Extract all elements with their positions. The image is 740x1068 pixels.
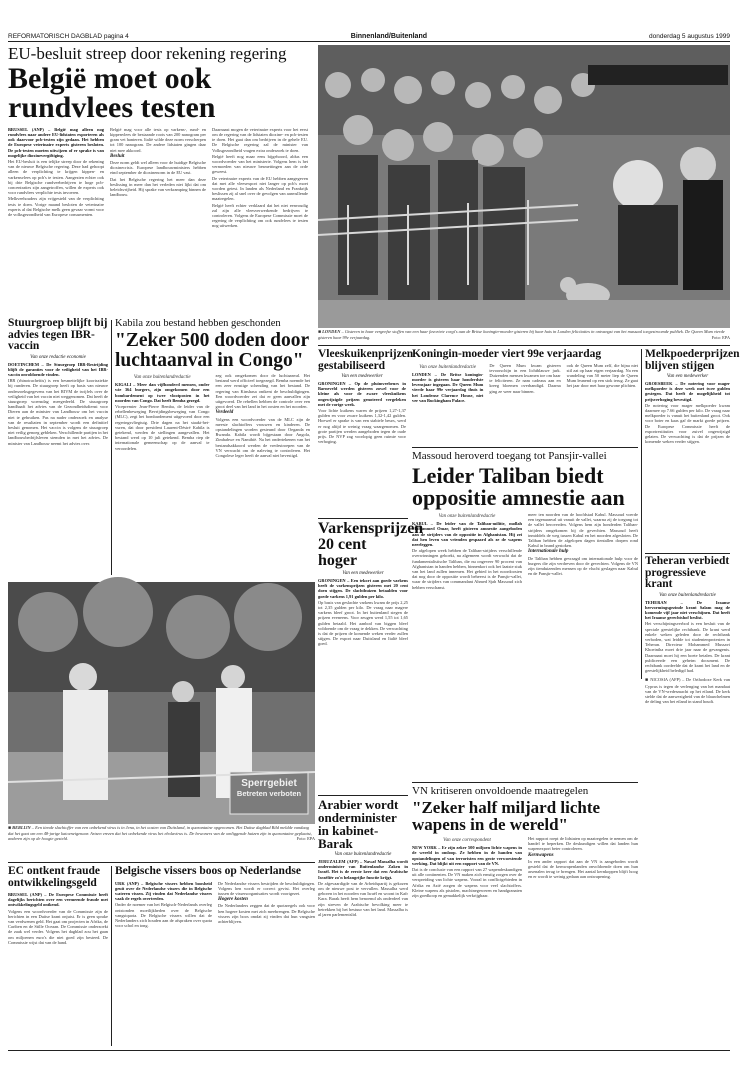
lead-article	[8, 45, 308, 315]
queen-body-2: ook de Queen Mum zelf, die bijna niet stil zat op haar eigen verjaardag. Na een wandeling van 50 meter liep de Queen Mum leunend op een stok terug. Ze gaat het jaar door met haar gewone plichten.	[566, 362, 638, 389]
caption-text: – Een tiende slachtoffer van een onbekend virus is in Jena, in het oosten van Duitsland, in quarantaine opgenomen. Het Duitse dagblad Bild meldde vandaag dat het gaat om een 48-jarige katoeneigenaar. Artsen vrezen dat het onbekende virus het ebolavirus is. De bewoners van de omliggende huizen zijn in quarantaine geplaatst, anderen zijn op de hoogte gesteld.	[8, 825, 312, 842]
ibr-article	[8, 318, 108, 578]
vn-intro: NEW YORK – Er zijn zeker 500 miljoen lichte wapens in de wereld in omloop. Ze hebben in de handen van opstandelingen of van terroristen een grote verwoestende werking. Dat blijkt uit een rapport van de VN.	[412, 845, 522, 866]
header-date: donderdag 5 augustus 1999	[649, 33, 730, 40]
queen-byline: Van onze buitenlandredactie	[419, 364, 477, 370]
congo-sub: Verdeeld	[215, 410, 234, 416]
lead-body-3: Belgié mag voor alle tests op varkens-, rund- en kippenvlees de bestaande roots van 200 nanogram per gram vet hanteren. Italië wilde deze norm verscherpen tot 100 nanogram. De andere lidstaten gingen daar niet mee akkoord.	[110, 126, 206, 153]
queen-headline: Koningin-moeder viert 99e verjaardag	[412, 348, 602, 360]
lead-headline-2: rundvlees testen	[8, 91, 216, 125]
pluimvee-headline: Vleeskuikenprijzen gestabiliseerd	[318, 348, 414, 372]
vn-col2: Het rapport roept de lidstaten op maatregelen te nemen om de handel te beperken. De deskundigen willen dat landen hun wapenexport beter controleren.	[528, 836, 638, 852]
congo-col1: Vicepremier Jean-Pierre Bemba, de leider van de rebellenbeweging Bevrijdingsbeweging van Congo (MLC), zegt het bombardement uitgevoerd door een regeringsvliegtuig. Drie dagen na het staakt-het-vuren, dat door president Laurent-Désiré Kabila is getekend, werden de stellingen aangevallen. Het bestand werd op 10 juli getekend. Bemba riep de internationale gemeenschap op de aanval te veroordelen.	[115, 404, 210, 451]
ibr-byline: Van onze redactie economie	[30, 354, 86, 360]
melk-article	[645, 348, 740, 549]
teheran-intro: TEHERAN – De Iraanse hervormingsgezinde krant Salam mag de komende vijf jaar niet verschijnen. Dat heeft het Iraanse gerechtshof beslist.	[645, 599, 730, 621]
barak-article	[318, 798, 408, 1048]
lead-body-6: Daarnaast mogen de veterinaire experts voor het eerst om de regering van de lidstaten dioxine- en pcb-testen te doen. Het gaat dan om bedrijven in de gehele EU. De Belgische regering zal de minister van Volksgezondheid vragen extra onderzoek te doen.	[212, 126, 308, 153]
photo-queen-caption	[318, 329, 730, 343]
melk-intro: GROESBEEK – De notering voor mager melkpoeder is deze week met twee gulden gestegen. Dat heeft de mogelijkheid tot prijsverhoging bevestigd.	[645, 381, 730, 402]
lead-body-4: Deze norm geldt wel alleen voor de huidige Belgische dioxinecrisis. Europese landbouwministers hebben eind september de dioxinenorm in de EU vast.	[110, 160, 206, 176]
photo-berlin	[8, 582, 315, 824]
congo-intro: KIGALI – Meer dan vijfhonderd mensen, onder wie 364 burgers, zijn omgekomen door een bombardement op twee vlootposten in het noorden van Congo. Dat heeft Bemba gezegd.	[115, 382, 210, 403]
ec-intro: BRUSSEL (ANP) – De Europese Commissie heeft dagelijks berichten over een vermeende fraude met ontwikkelingsgeld ontkend.	[8, 892, 108, 908]
section-rule	[412, 447, 638, 448]
lead-intro: BRUSSEL (ANP) – België mag alleen nog rundvlees naar andere EU-lidstaten exporteren als ook daarvoor pcb-testen zijn gedaan. Het hebben de Europese veterinaire experts gisteren besloten. De pcb-testen moeten uitwijzen of er sprake is van mogelijke dioxinevergiftiging.	[8, 126, 104, 158]
vissers-intro: URK (ANP) – Belgische vissers hebben boosheid geuit over de Nederlandse vissers die in Belgische wateren vissen. Zij vinden dat Nederlandse vissers vaak de regels overtreden.	[115, 880, 212, 902]
section-rule	[412, 782, 638, 783]
vn-headline-2: wapens in de wereld"	[412, 815, 568, 834]
ibr-headline: Stuurgroep blijft bij advies tegen IBR-vaccin	[8, 317, 108, 352]
teheran-headline: Teheran verbiedt progressieve krant	[645, 555, 730, 590]
barak-body: De afgevaardigde van de Arbeidspartij is gekozen om de nieuwe post te vervullen. Massalha werd geboren in het noorden van Israël en woont in Kafr Kara. Barak heeft hem benoemd als onderdeel van zijn streven de Arabische bevolking meer te betrekken bij het bestuur van het land. Massalha is al jaren parlementslid.	[318, 880, 408, 918]
lead-body-1: Het EU-besluit is een telijke streep door de rekening van de nieuwe Belgische regering. Deze had gehoopt alleen de verplichting te krijgen kippen- en varkensvlees op pcb's te testen. Aangezien echter ook bij drie Belgische rundveebedrijven te hoge pcb-concentraties zijn aangetroffen, willen de experts ook voor rundvlees verplichte tests invoeren.	[8, 159, 104, 196]
bullet-square-icon: ■	[645, 678, 649, 684]
varken-intro: GRONINGEN – Een tekort aan goede varkens heeft de varkensprijzen gisteren met 20 cent doen stijgen. De slachthuizen betaalden voor goede varkens 1,91 gulden per kilo.	[318, 578, 408, 599]
section-rule	[318, 345, 730, 346]
column-rule	[111, 866, 112, 1046]
photo-credit: Foto: EPA	[296, 836, 315, 842]
vn-byline: Van onze correspondent	[443, 838, 491, 843]
vn-sub: Kernwapens	[528, 852, 554, 858]
column-rule	[641, 349, 642, 679]
sign-line-1: Sperrgebiet	[241, 778, 297, 789]
lead-body-8: De veterinaire experts van de EU hebben aangegeven dat met alle vleesexport niet langer op pcb's moet worden getest. In landen als Nederland en Frankrijk beslissen zij al snel over de gevolgen van aanvullende maatregelen.	[212, 175, 308, 202]
varken-body: Op basis van geslachte varkens kwam de prijs 2,25 tot 2,35 gulden per kilo. De vraag naar magere varkens bleef groot. In het buitenland stegen de prijzen eveneens. Voor zeugen werd 1,55 tot 1,65 gulden betaald. Het aanbod van biggen bleef voldoende om de vraag te dekken. De verwachting is dat de prijzen de komende weken verder zullen stijgen. De export naar Duitsland en Italië bleef goed.	[318, 599, 408, 647]
photo-credit: Foto: EPA	[711, 335, 730, 341]
section-rule	[645, 553, 730, 554]
bullet-square-icon: ■	[318, 330, 322, 335]
congo-col3: Volgens een woordvoerder van de MLC zijn de meeste slachtoffers vrouwen en kinderen. De opstandelingen worden gesteund door Oeganda en Rwanda. Kabila wordt bijgestaan door Angola, Zimbabwe en Namibië. Na het ondertekenen van het bestandsakkoord werden de vredestroepen van de VN verwacht om de naleving te controleren. Het Congolese leger heeft de aanval niet bevestigd.	[215, 416, 310, 459]
section-rule	[318, 518, 408, 519]
taliban-col1: De afgelopen week hebben de Taliban-strijders verschillende overwinningen geboekt, na algemeen wordt verwacht dat de fundamentalistische Taliban, die nu ongeveer 90 procent van Afghanistan in handen hebben, binnenkort ook het laatste stuk van het land zullen innemen. Het gebied in het noordoosten dat nog door de oppositie wordt beheerst is de Pansjir-vallei, waar de strijders van commandant Ahmed Sjah Massoud zich hebben verschanst.	[412, 548, 522, 590]
section-rule	[8, 862, 315, 863]
taliban-headline-1: Leider Taliban biedt	[412, 463, 604, 488]
page-header	[8, 28, 730, 42]
pluimvee-intro: GRONINGEN – Op de pluimveebeurs in Barneveld werden gisteren zowel voor de kleine als voor de zware vleeskuikens ongewijzigde prijzen genoteerd vergeleken met de vorige week.	[318, 381, 406, 407]
taliban-article	[412, 450, 638, 780]
congo-col2: zeg ook omgekomen door de luchtaanval. Het bestand werd officieel toegezegd. Bemba noemde het een zeer ernstige schending van het bestand. De regering van Kinshasa ontkent de beschuldigingen. Een woordvoerder zei dat er geen aanvallen zijn uitgevoerd. De rebellen hebben de controle over een groot deel van het land in het oosten en het noorden.	[215, 373, 310, 410]
vissers-col1: Onder de noemer van het Belgisch-Nederlands overleg ontstonden moeilijkheden over de Belgische vangstquota. De Belgische vissers willen dat de Nederlanders zich houden aan de afspraken over quota voor schol en tong.	[115, 902, 212, 929]
taliban-col2: meer ten noorden van de hoofdstad Kabul. Massoud voerde een tegenaanval uit vanuit de vallei, waarna zij de toegang tot de vallei heroverden. Volgens hem zijn honderden Taliban-strijders omgekomen bij de gevechten. Massoud heeft inmiddels de weg tussen Kabul en het noorden afgesloten. De Taliban hebben de afgelopen dagen tientallen dorpen rond Kabul in brand gestoken.	[528, 512, 638, 549]
lead-body-7: Belgié heeft nog maar eens bijgehoord, aldus een woordvoerder van het ministerie. Volgens hem is het vermoeden van nieuwe besmettingen aan de orde geweest.	[212, 153, 308, 175]
teheran-body: Het verschijningsverbod is een besluit van de speciale geestelijke rechtbank. De krant werd enkele weken geleden door de rechtbank verboden, wat leidde tot studentenprotesten in Teheran. Directeur Mohammed Mussavi Khoeiniha moet drie jaar naar de gevangenis. Daarnaast moet hij een boete betalen. De krant publiceerde een geheim document. De rechtbank oordeelde dat de krant het land en de geestelijkheid beledigd had.	[645, 621, 730, 674]
teheran-byline: Van onze buitenlandredactie	[659, 592, 716, 598]
vn-col1: Dat is de conclusie van een rapport van 27 wapendeskundigen uit alle continenten. De VN maken zich ernstig zorgen over de verspreiding van lichte wapens. Vooral in conflictgebieden in Afrika en Azië zorgen de wapens voor veel slachtoffers. Kleine wapens als pistolen, machinegeweren en handgranaten zijn goedkoop en gemakkelijk verkrijgbaar.	[412, 867, 522, 899]
caption-place: BERLIJN	[12, 825, 31, 830]
varken-byline: Van een medewerker	[342, 571, 384, 576]
lead-body	[8, 127, 308, 230]
lead-body-9: Belgié heeft echter verklaard dat het niet eenvoudig zal zijn alle vleesverwerkende bedrijven te controleren. Volgens de Europese Commissie moet de regering de verplichting om ook rundvlees te testen nog uitwerken.	[212, 202, 308, 229]
vn-headline-1: "Zeker half miljard lichte	[412, 798, 601, 817]
vn-col3: In een ander rapport dat aan de VN is aangeboden wordt gesteld dat de kernwapenlanden onvoldoende doen om hun arsenalen terug te brengen. Het aantal kernkoppen blijft hoog en er wordt te weinig gedaan aan ontwapening.	[528, 858, 638, 880]
taliban-byline: Van onze buitenlandredactie	[438, 514, 496, 519]
lead-sub-1: Besluit	[110, 153, 125, 159]
pluimvee-byline: Van een medewerker	[341, 374, 383, 379]
cyprus-brief: NICOSIA (AFP) – De Orthodoxe Kerk van Cyprus is tegen de verlenging van het mandaat van de VN-vredesmacht op het eiland. De kerk stelde dat de aanwezigheid van de blauwhelmen de deling van het eiland in stand houdt.	[645, 677, 730, 705]
taliban-sub: Internationale hulp	[528, 549, 569, 555]
bullet-square-icon: ■	[8, 826, 12, 831]
vn-kicker: VN kritiseren onvoldoende maatregelen	[412, 785, 589, 797]
vissers-headline: Belgische vissers boos op Nederlandse	[115, 865, 301, 877]
crowd-photo-illustration	[318, 45, 730, 328]
ec-article	[8, 866, 108, 1046]
caption-text: – Gisteren in haar vergeefse stoffen van een haar favoriete corgi's aan de Britse koningin-moeder gisteren bij haar huis in Londen felicitaties in ontvangst van het massaal toegestroomde publiek. De Queen Mum vierde gisteren haar 99e verjaardag.	[318, 329, 725, 341]
quarantine-sign	[233, 775, 305, 811]
vissers-article	[115, 866, 315, 1046]
varken-article	[318, 520, 424, 791]
melk-body: De notering voor mager melkpoeder kwam daarmee op 7.66 gulden per kilo. De vraag naar melkpoeder is vanuit het buitenland groot. Ook voor boter en kaas gaf de markt goede prijzen. De Europese Commissie heeft de exportrestituties voor zuivel ongewijzigd gelaten. De verwachting is dat de prijzen de komende weken verder stijgen.	[645, 402, 730, 445]
congo-kicker: Kabila zou bestand hebben geschonden	[115, 318, 281, 329]
photo-berlin-caption	[8, 825, 315, 859]
caption-place: LONDEN	[322, 329, 341, 334]
congo-headline-2: luchtaanval in Congo"	[115, 349, 304, 371]
photo-queen-mum	[318, 45, 730, 328]
pluimvee-article	[318, 348, 414, 514]
congo-article	[115, 318, 310, 578]
ibr-body: IBR (rhinotracheïtis) is een besmettelijke koortsziekte bij runderen. De stuurgroep heeft op basis van nieuwe onderzoeksgegevens van het RIVM de twijfels over de veiligheid van het vaccin niet weggenomen. Dat heeft de stuurgroep woensdag meegedeeld. De stuurgroep handhaaft het advies van de Gezondheidsdienst voor Dieren aan de minister van Landbouw om het vaccin niet te gebruiken. Pas na nader onderzoek en analyse van de resultaten in september wordt een definitief besluit genomen. Het vaccin is volgens de stuurgroep niet veilig genoeg gebleken. Verschillende partijen in het landbouwbedrijfsleven stemden in met het advies. De minister van Landbouw neemt het advies over.	[8, 378, 108, 446]
queen-article	[412, 349, 638, 447]
lead-headline-1: België moet ook	[8, 62, 212, 95]
vissers-col3: De Nederlanders zeggen dat de quotaregels ook voor hen hogere kosten met zich meebrengen. De Belgische vissers zijn boos omdat zij vinden dat hun vangsten achterblijven.	[218, 903, 315, 924]
taliban-headline-2: oppositie amnestie aan	[412, 485, 625, 510]
pluimvee-body: Voor lichte kuikens waren de prijzen 1,27-1,37 gulden en voor zware kuikens 1,32-1,42 gulden. Hoewel er sprake is van een stabiele beurs, werd er nog altijd te weinig vraag waargenomen. De grote partijen werden aangeboden tegen de oude prijs. De NVP zag voorlopig geen ruimte voor verhoging.	[318, 408, 406, 445]
ec-body: Volgens een woordvoerder van de Commissie zijn de berichten in een Duitse krant onjuist. Er is geen sprake van verdwenen geld. Het gaat om projecten in Afrika, de Cariben en de Stille Oceaan. De Commissie onderzoekt de zaak wel verder. Volgens het dagblad zou het gaan om miljoenen euro's die niet goed zijn besteed. De Commissie wijst dat van de hand.	[8, 908, 108, 945]
section-rule	[318, 795, 408, 796]
page-bottom-rule	[8, 1050, 730, 1051]
lead-body-5: Dat het Belgische regering het meer dan deze beslissing in meer dan het verleden niet lijkt dat om beleidsvrijheid. Hij sprake van verkramping binnen de landbouw.	[110, 176, 206, 198]
taliban-col2b: De Taliban hebben gevraagd om internationale hulp voor de burgers die zijn verdreven door de gevechten. Volgens de VN zijn tienduizenden mensen op de vlucht geslagen naar Kabul en de Pansjir-vallei.	[528, 555, 638, 577]
lead-body-2: Melkveehouders zijn vrijgesteld van de verplichting tests te doen. Vorige maand besloten de veterinaire experts al dat Belgische melk geen gevaar vormt voor de volksgezondheid van Europese consumenten.	[8, 196, 104, 218]
header-left: REFORMATORISCH DAGBLAD pagina 4	[8, 33, 129, 40]
congo-byline: Van onze buitenlandredactie	[133, 375, 191, 380]
barak-intro: JERUZALEM (AFP) – Nawaf Massalha wordt onderminister van Buitenlandse Zaken in Israël. Het is de eerste keer dat een Arabische Israëliër zo'n belangrijke functie krijgt.	[318, 859, 408, 880]
ibr-intro: DOETINCHEM – De Stuurgroep IBR-Bestrijding blijft de garanties voor de veiligheid van het IBR-vaccin onvoldoende vinden.	[8, 361, 108, 377]
varken-headline: Varkensprijzen 20 cent hoger	[318, 520, 424, 569]
barak-byline: Van onze buitenlandredactie	[334, 852, 392, 857]
queen-intro: LONDEN – De Britse koningin-moeder is gisteren haar honderdste levensjaar ingegaan. De Queen Mum vierde haar 99e verjaardag thuis in het Londense Clarence House, niet ver van Buckingham Palace.	[412, 371, 484, 403]
taliban-kicker: Massoud heroverd toegang tot Pansjir-vallei	[412, 450, 607, 462]
congo-headline-1: "Zeker 500 doden door	[115, 330, 310, 351]
sign-line-2: Betreten verboten	[236, 789, 302, 798]
melk-headline: Melkpoederprijzen blijven stijgen	[645, 348, 740, 372]
teheran-article	[645, 556, 730, 976]
ec-headline: EC ontkent fraude ontwikkelingsgeld	[8, 865, 101, 889]
lead-kicker: EU-besluit streep door rekening regering	[8, 44, 287, 63]
vissers-col2: De Nederlandse vissers bestrijden de beschuldigingen. Volgens hen wordt er correct gevist. Het overleg tussen de vissersorganisaties wordt voortgezet.	[218, 880, 315, 896]
vn-article	[412, 785, 638, 1047]
taliban-intro: KABUL – De leider van de Taliban-militie, mollah Mohammed Omar, heeft gisteren amnestie aangeboden aan de strijders van de oppositie in Afghanistan. Hij zei dat hen leven van vrienden gespaard als ze de wapens neerleggen.	[412, 521, 522, 548]
barak-headline: Arabier wordt onderminister in kabinet-Barak	[318, 797, 399, 851]
queen-body-1: De Queen Mum kwam gisteren tevoorschijn in een lichtblauwe jurk. Duizenden mensen kwamen toe om haar te feliciteren. Ze nam cadeaus aan en kreeg bloemen overhandigd. Daarna ging ze weer naar binnen.	[489, 362, 561, 394]
header-section: Binnenland/Buitenland	[350, 33, 428, 40]
column-rule	[111, 320, 112, 575]
vissers-sub: Hogere kosten	[218, 897, 248, 903]
melk-byline: Van een medewerker	[666, 374, 709, 379]
